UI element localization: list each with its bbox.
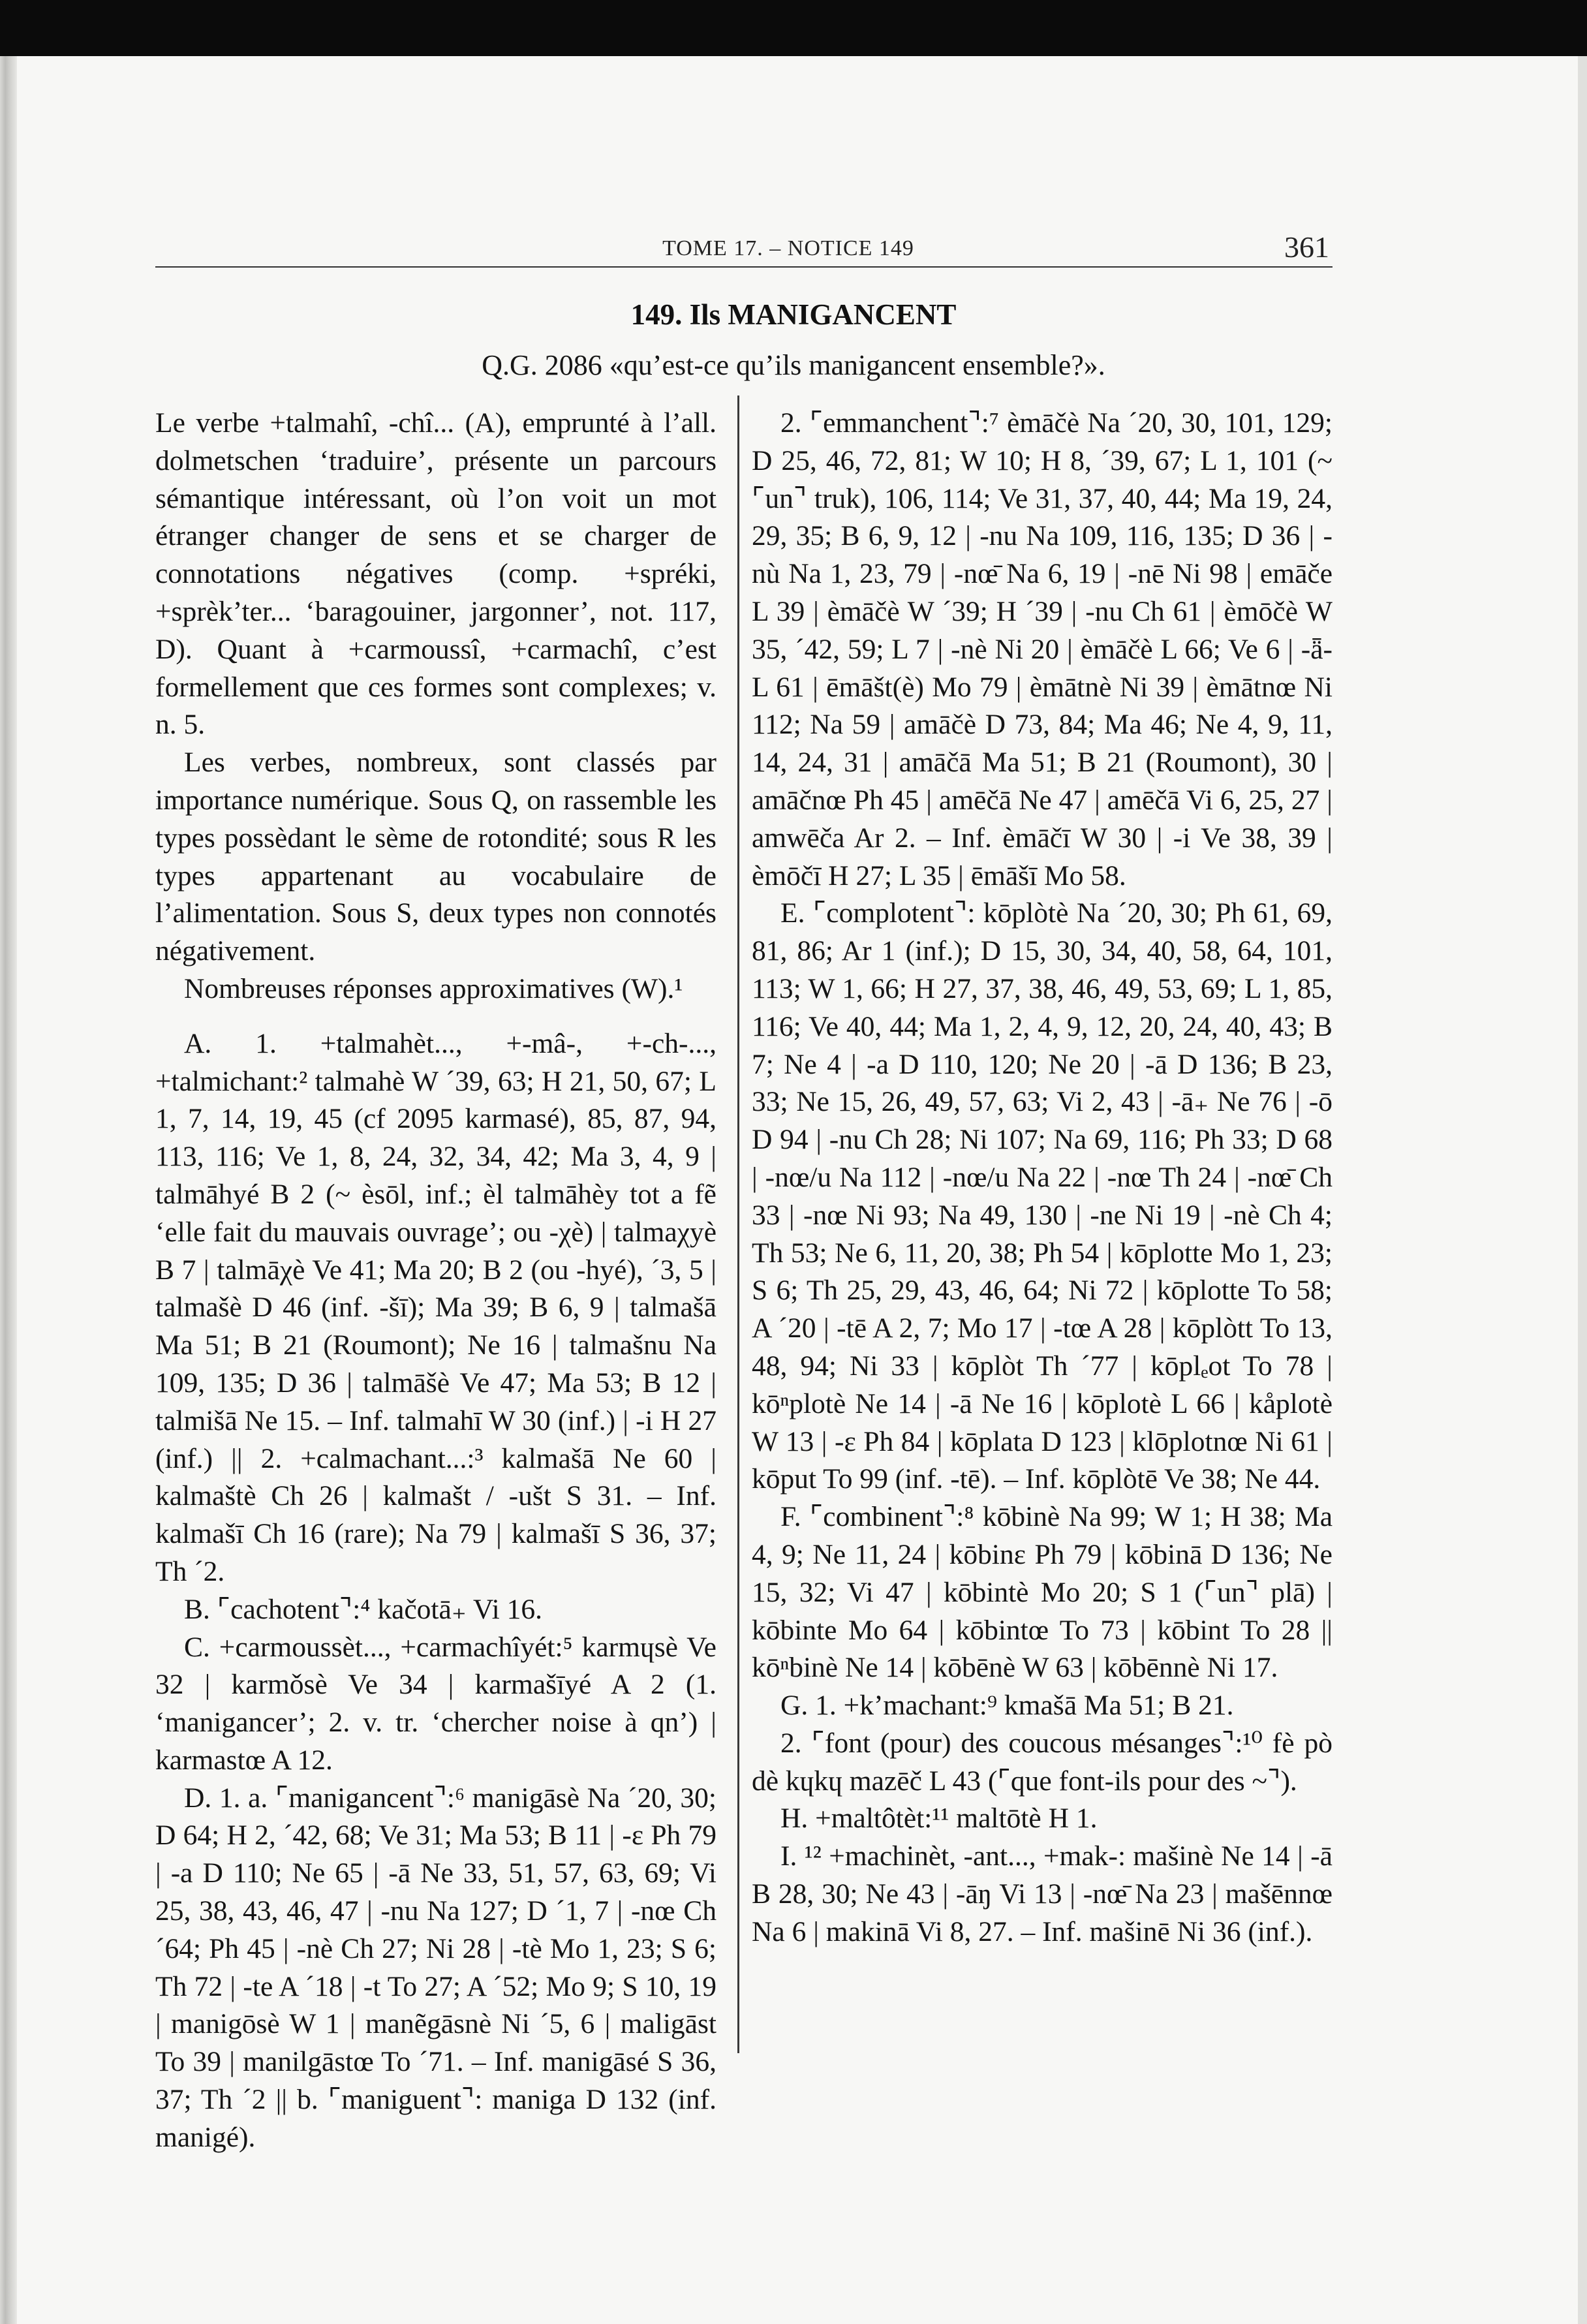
entry-e: E. ⌜complotent⌝: kōplòtè Na ´20, 30; Ph 61, 69, 81, 86; Ar 1 (inf.); D 15, 30, 34, 40, 58, 64, 101, 113; W 1, 66; H 27, 37, 38, 46, 49, 53, 69; L 1, 85, 116; Ve 40, 44; Ma 1, 2, 4, 9, 12, 20, 24, 40, 43; B 7; Ne 4 | -a D 110, 120; Ne 20 | -ā D 136; B 23, 33; Ne 15, 26, 49, 57, 63; Vi 2, 43 | -ā₊ Ne 76 | -ō D 94 | -nu Ch 28; Ni 107; Na 69, 116; Ph 33; D 68 | -nœ/u Na 112 | -nœ/u Na 22 | -nœ Th 24 | -nœ̄ Ch 33 | -nœ Ni 93; Na 49, 130 | -ne Ni 19 | -nè Ch 4; Th 53; Ne 6, 11, 20, 38; Ph 54 | kōplotte Mo 1, 23; S 6; Th 25, 29, 43, 46, 64; Ni 72 | kōplotte To 58; A ´20 | -tē A 2, 7; Mo 17 | -tœ A 28 | kōplòtt To 13, 48, 94; Ni 33 | kōplòt Th ´77 | kōplₑot To 78 | kōⁿplotè Ne 14 | -ā Ne 16 | kōplotè L 66 | kåplotè W 13 | -ɛ Ph 84 | kōplata D 123 | klōplotnœ Ni 61 | kōput To 99 (inf. -tē). – Inf. kōplòtē Ve 38; Ne 44. xyxy=(752,897,1333,1495)
scan-left-edge xyxy=(0,56,17,2324)
entry-c: C. +carmoussèt..., +carmachîyét:⁵ karmɥsè Ve 32 | karmǒsè Ve 34 | karmašīyé A 2 (1. ‘manigancer’; 2. v. tr. ‘chercher noise à qn’) | karmastœ A 12. xyxy=(155,1631,716,1776)
paragraph-classification: Les verbes, nombreux, sont classés par importance numérique. Sous Q, on rassemble les types possèdant le sème de rotondité; sous R les types appartenant au vocabulaire de l’alimentation. Sous S, deux types non connotés négativement. xyxy=(155,747,716,967)
scan-right-edge xyxy=(1578,56,1587,2324)
entry-g1: G. 1. +k’machant:⁹ kmašā Ma 51; B 21. xyxy=(780,1690,1234,1722)
notice-title: 149. Ils MANIGANCENT xyxy=(630,298,957,331)
entry-d1: D. 1. a. ⌜manigancent⌝:⁶ manigāsè Na ´20, 30; D 64; H 2, ´42, 68; Ve 31; Ma 53; B 11 | -ɛ Ph 79 | -a D 110; Ne 65 | -ā Ne 33, 51, 57, 63, 69; Vi 25, 38, 43, 46, 47 | -nu Na 127; D ´1, 7 | -nœ Ch ´64; Ph 45 | -nè Ch 27; Ni 28 | -tè Mo 1, 23; S 6; Th 72 | -te A ´18 | -t To 27; A ´52; Mo 9; S 10, 19 | manigōsè W 1 | manẽgāsnè Ni ´5, 6 | maligāst To 39 | manilgāstœ To ´71. – Inf. manigāsé S 36, 37; Th ´2 || b. ⌜maniguent⌝: maniga D 132 (inf. manigé). xyxy=(155,1782,716,2153)
header-rule xyxy=(155,266,1333,268)
entry-a: A. 1. +talmahèt..., +-mâ-, +-ch-..., +talmichant:² talmahè W ´39, 63; H 21, 50, 67; L 1, 7, 14, 19, 45 (cf 2095 karmasé), 85, 87, 94, 113, 116; Ve 1, 8, 24, 32, 34, 42; Ma 3, 4, 9 | talmāhyé B 2 (~ èsōl, inf.; èl talmāhèy tot a fẽ ‘elle fait du mauvais ouvrage’; ou -χè) | talmaχyè B 7 | talmāχè Ve 41; Ma 20; B 2 (ou -hyé), ´3, 5 | talmašè D 46 (inf. -šī); Ma 39; B 6, 9 | talmašā Ma 51; B 21 (Roumont); Ne 16 | talmašnu Na 109, 135; D 36 | talmāšè Ve 47; Ma 53; B 12 | talmišā Ne 15. – Inf. talmahī W 30 (inf.) | -i H 27 (inf.) || 2. +calmachant...:³ kalmašā Ne 60 | kalmaštè Ch 26 | kalmašt / -ušt S 31. – Inf. kalmašī Ch 16 (rare); Na 79 | kalmašī S 36, 37; Th ´2. xyxy=(155,1027,716,1587)
entry-i: I. ¹² +machinèt, -ant..., +mak-: mašinè Ne 14 | -ā B 28, 30; Ne 43 | -āŋ Vi 13 | -nœ̄ Na 23 | mašēnnœ Na 6 | makinā Vi 8, 27. – Inf. mašinē Ni 36 (inf.). xyxy=(752,1840,1333,1947)
paragraph-intro: Le verbe +talmahî, -chî... (A), emprunté à l’all. dolmetschen ‘traduire’, présente un parcours sémantique intéressant, où l’on voit un mot étranger changer de sens et se charger de connotations négatives (comp. +spréki, +sprèk’ter... ‘baragouiner, jargonner’, not. 117, D). Quant à +carmoussî, +carmachî, c’est formellement que ces formes sont complexes; v. n. 5. xyxy=(155,407,716,741)
running-head: TOME 17. – NOTICE 149 xyxy=(662,236,914,260)
paragraph-approximate: Nombreuses réponses approximatives (W).¹ xyxy=(184,972,683,1004)
column-divider xyxy=(737,395,739,2053)
entry-h: H. +maltôtèt:¹¹ maltōtè H 1. xyxy=(780,1803,1098,1835)
entry-g2: 2. ⌜font (pour) des coucous mésanges⌝:¹⁰ fè pò dè kɥkɥ mazēč L 43 (⌜que font-ils pour des ~⌝). xyxy=(752,1727,1333,1797)
scan-top-border xyxy=(0,0,1587,56)
left-column xyxy=(155,405,716,2157)
right-column xyxy=(752,405,1333,1951)
entry-b: B. ⌜cachotent⌝:⁴ kačotā₊ Vi 16. xyxy=(184,1593,543,1625)
entry-f: F. ⌜combinent⌝:⁸ kōbinè Na 99; W 1; H 38; Ma 4, 9; Ne 11, 24 | kōbinɛ Ph 79 | kōbinā D 136; Ne 15, 32; Vi 47 | kōbintè Mo 20; S 1 (⌜un⌝ plā) | kōbinte Mo 64 | kōbintœ To 73 | kōbint To 28 || kōⁿbinè Ne 14 | kōbēnè W 63 | kōbēnnè Ni 17. xyxy=(752,1501,1333,1684)
question-line: Q.G. 2086 «qu’est-ce qu’ils manigancent ensemble?». xyxy=(482,349,1105,381)
entry-d2: 2. ⌜emmanchent⌝:⁷ èmāčè Na ´20, 30, 101, 129; D 25, 46, 72, 81; W 10; H 8, ´39, 67; L 1, 101 (~ ⌜un⌝ truk), 106, 114; Ve 31, 37, 40, 44; Ma 19, 24, 29, 35; B 6, 9, 12 | -nu Na 109, 116, 135; D 36 | -nù Na 1, 23, 79 | -nœ̄ Na 6, 19 | -nē Ni 98 | emāče L 39 | èmāčè W ´39; H ´39 | -nu Ch 61 | èmōčè W 35, ´42, 59; L 7 | -nè Ni 20 | èmāčè L 66; Ve 6 | -ǟ- L 61 | ēmāšt(è) Mo 79 | èmātnè Ni 39 | èmātnœ Ni 112; Na 59 | amāčè D 73, 84; Ma 46; Ne 4, 9, 11, 14, 24, 31 | amāčā Ma 51; B 21 (Roumont), 30 | amāčnœ Ph 45 | amēčā Ne 47 | amēčā Vi 6, 25, 27 | amwēča Ar 2. – Inf. èmāčī W 30 | -i Ve 38, 39 | èmōčī H 27; L 35 | ēmāšī Mo 58. xyxy=(752,407,1333,891)
page-number: 361 xyxy=(1284,230,1329,264)
